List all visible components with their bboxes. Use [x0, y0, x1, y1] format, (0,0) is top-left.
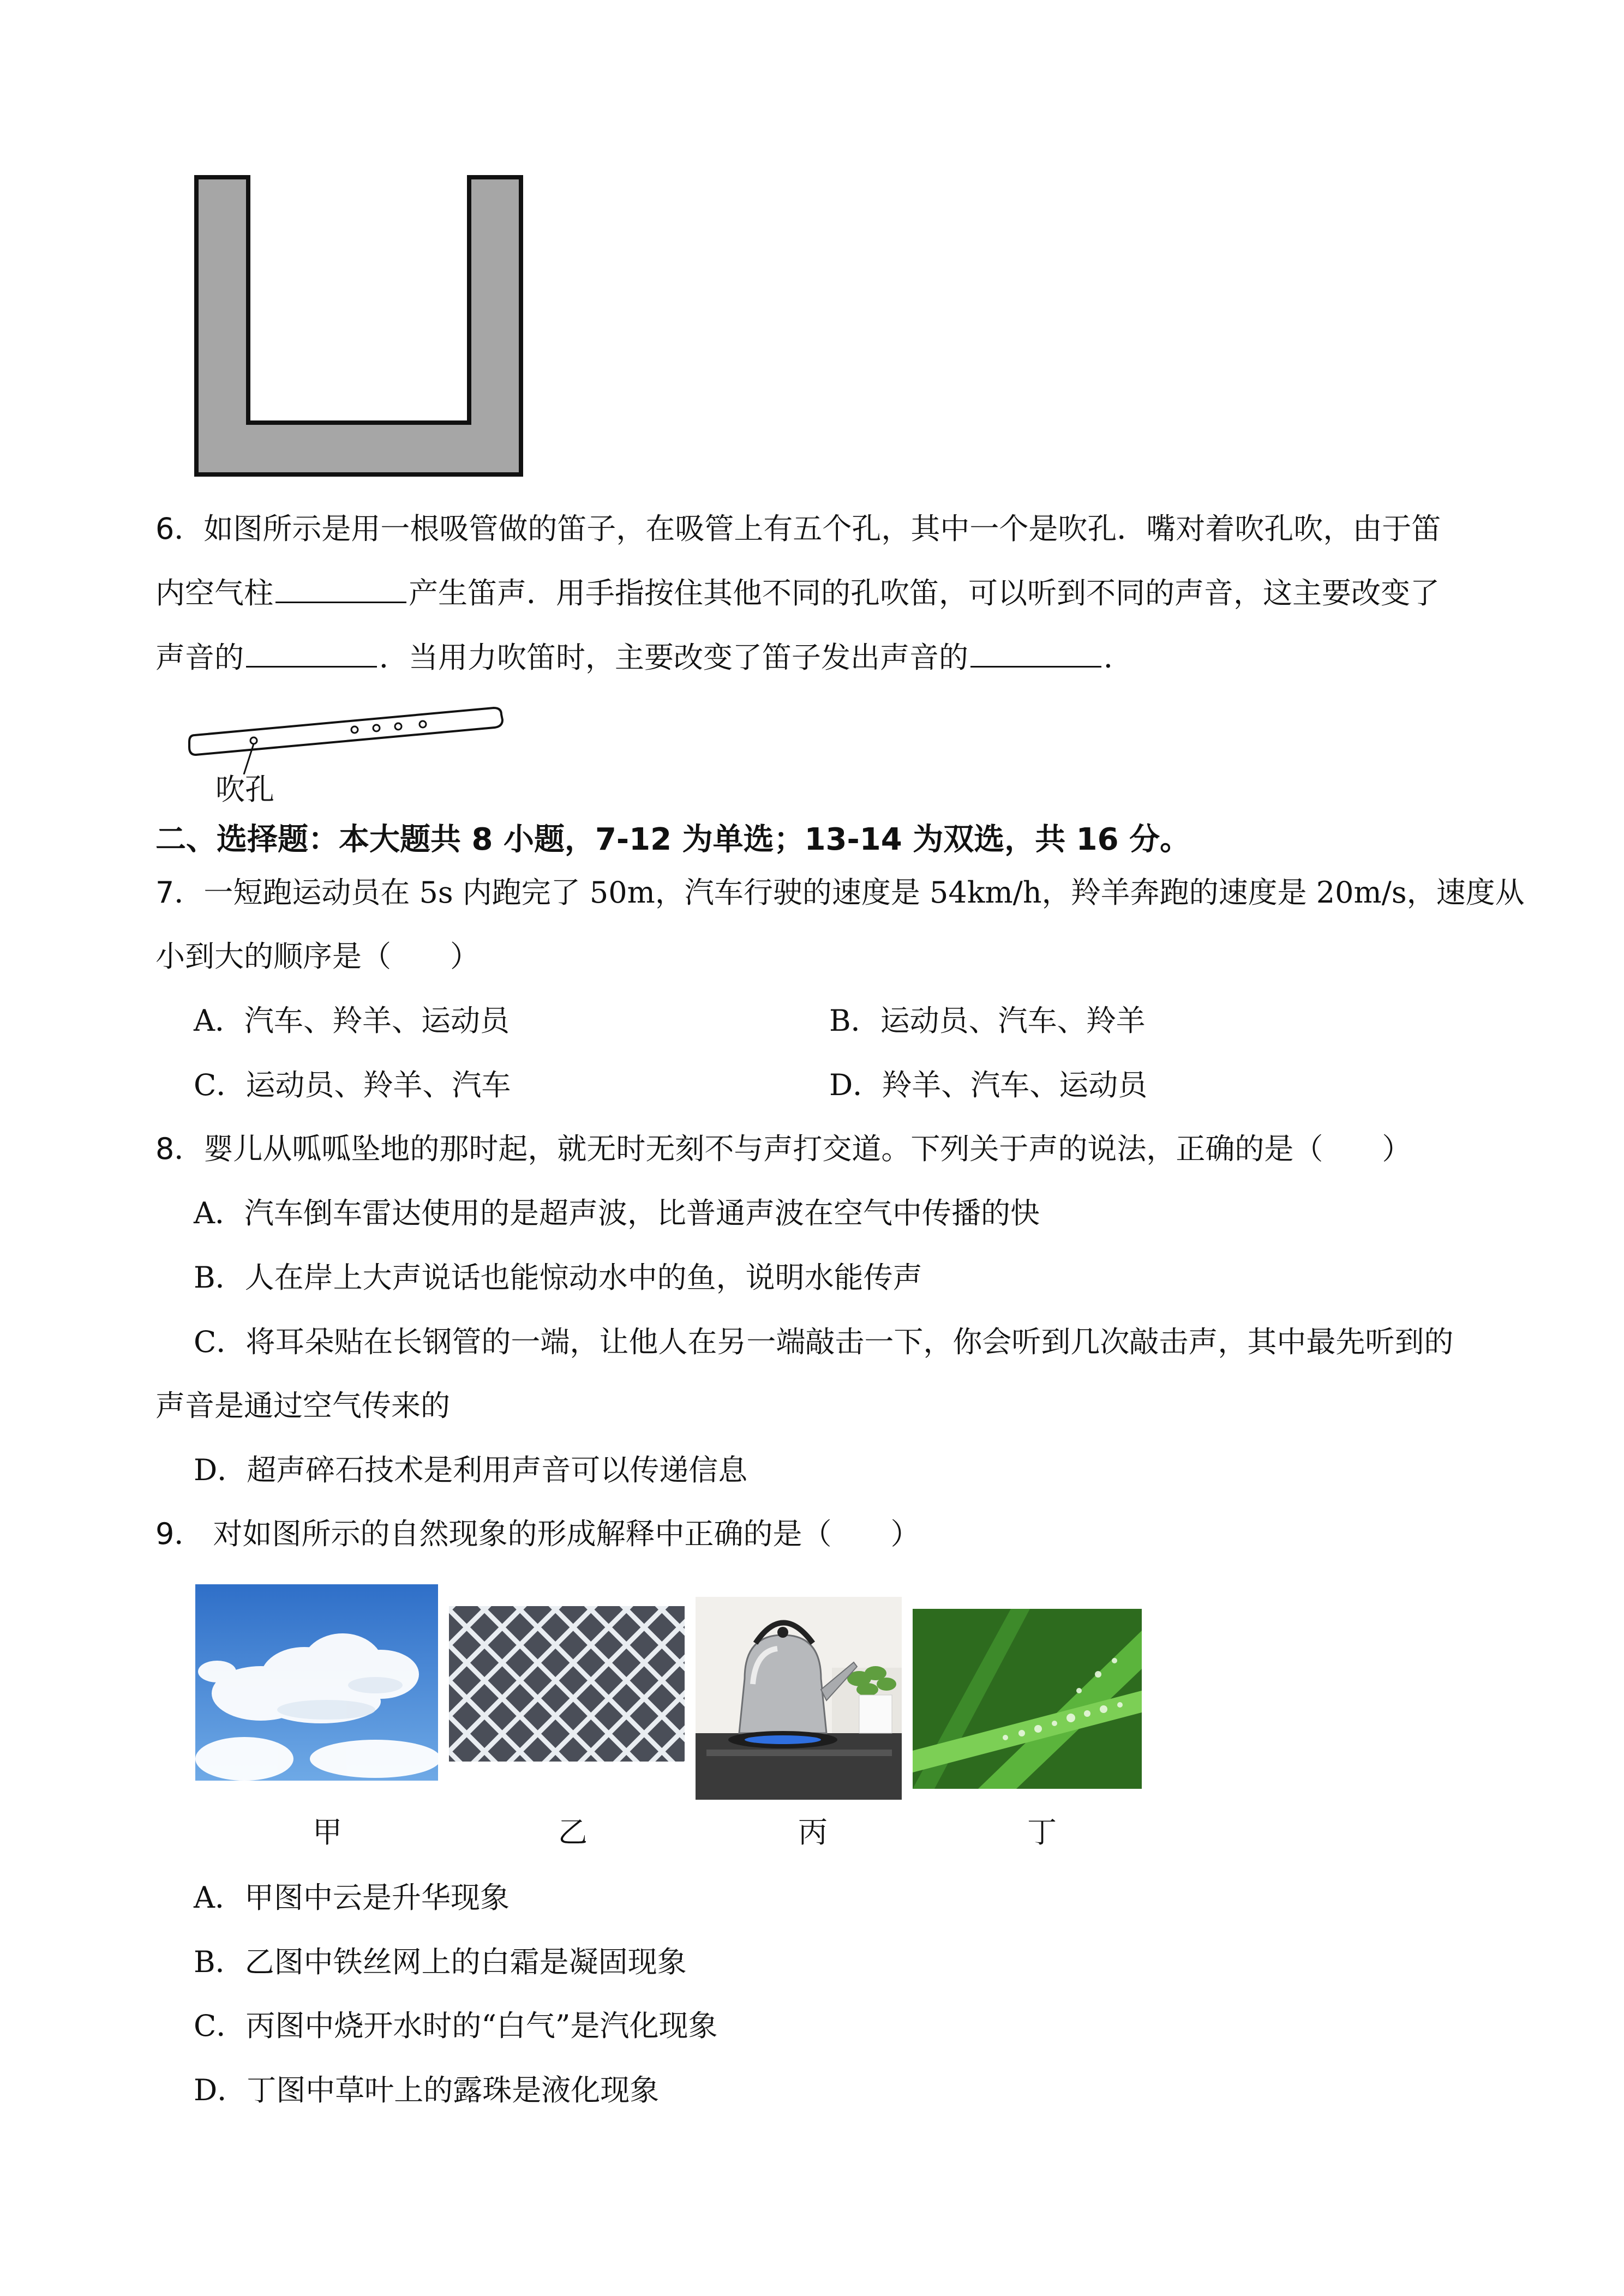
q8-option-d[interactable]: D．超声碎石技术是利用声音可以传递信息: [194, 1453, 748, 1487]
caption-yi: 乙: [558, 1815, 588, 1849]
q6-line3: 声音的 ．当用力吹笛时，主要改变了笛子发出声音的 ．: [155, 640, 1133, 675]
q7-line1: 7．一短跑运动员在 5s 内跑完了 50m，汽车行驶的速度是 54km/h，羚羊奔跑的速度是 20m/s，速度从: [155, 875, 1525, 910]
caption-bing: 丙: [798, 1815, 828, 1849]
fill-blank[interactable]: [246, 640, 377, 668]
q8-option-c[interactable]: C．将耳朵贴在长钢管的一端，让他人在另一端敲击一下，你会听到几次敲击声，其中最先听到的: [194, 1325, 1454, 1359]
q7-option-a[interactable]: A．汽车、羚羊、运动员: [194, 1003, 510, 1038]
kettle-on-stove-photo: [696, 1597, 902, 1800]
q7-option-b[interactable]: B．运动员、汽车、羚羊: [829, 1003, 1146, 1038]
q8-option-c-cont: 声音是通过空气传来的: [155, 1389, 450, 1423]
q6-line1: 6．如图所示是用一根吸管做的笛子，在吸管上有五个孔，其中一个是吹孔．嘴对着吹孔吹，由于笛: [155, 512, 1441, 546]
q6-number: 6．: [155, 512, 204, 546]
q9-line1: 9． 对如图所示的自然现象的形成解释中正确的是（ ）: [155, 1517, 920, 1551]
clouds-photo: [195, 1584, 438, 1781]
fill-blank[interactable]: [970, 640, 1101, 668]
q8-line1: 8．婴儿从呱呱坠地的那时起，就无时无刻不与声打交道。下列关于声的说法，正确的是（ ）: [155, 1132, 1412, 1166]
q9-option-c[interactable]: C．丙图中烧开水时的“白气”是汽化现象: [194, 2009, 718, 2043]
q9-option-a[interactable]: A．甲图中云是升华现象: [194, 1880, 510, 1915]
q8-option-b[interactable]: B．人在岸上大声说话也能惊动水中的鱼，说明水能传声: [194, 1260, 922, 1295]
flute-blow-hole-label: 吹孔: [215, 772, 274, 807]
q8-number: 8．: [155, 1132, 204, 1166]
section-heading: 二、选择题：本大题共 8 小题，7-12 为单选；13-14 为双选，共 16 分。: [155, 822, 1191, 857]
q9-option-d[interactable]: D．丁图中草叶上的露珠是液化现象: [194, 2073, 660, 2107]
dew-on-grass-photo: [913, 1609, 1142, 1789]
q7-option-c[interactable]: C．运动员、羚羊、汽车: [194, 1068, 511, 1102]
caption-jia: 甲: [313, 1815, 342, 1849]
q7-number: 7．: [155, 875, 204, 910]
fill-blank[interactable]: [275, 575, 406, 603]
straw-flute-figure: [188, 698, 505, 774]
frost-wire-mesh-photo: [449, 1606, 685, 1762]
q7-line2: 小到大的顺序是（ ）: [155, 939, 480, 973]
q9-option-b[interactable]: B．乙图中铁丝网上的白霜是凝固现象: [194, 1945, 687, 1979]
caption-ding: 丁: [1027, 1815, 1057, 1849]
q7-option-d[interactable]: D．羚羊、汽车、运动员: [829, 1068, 1148, 1102]
q8-option-a[interactable]: A．汽车倒车雷达使用的是超声波，比普通声波在空气中传播的快: [194, 1196, 1040, 1230]
u-tube-figure: [194, 175, 526, 480]
q9-number: 9．: [155, 1517, 204, 1551]
q6-line2: 内空气柱 产生笛声．用手指按住其他不同的孔吹笛，可以听到不同的声音，这主要改变了: [155, 576, 1440, 610]
